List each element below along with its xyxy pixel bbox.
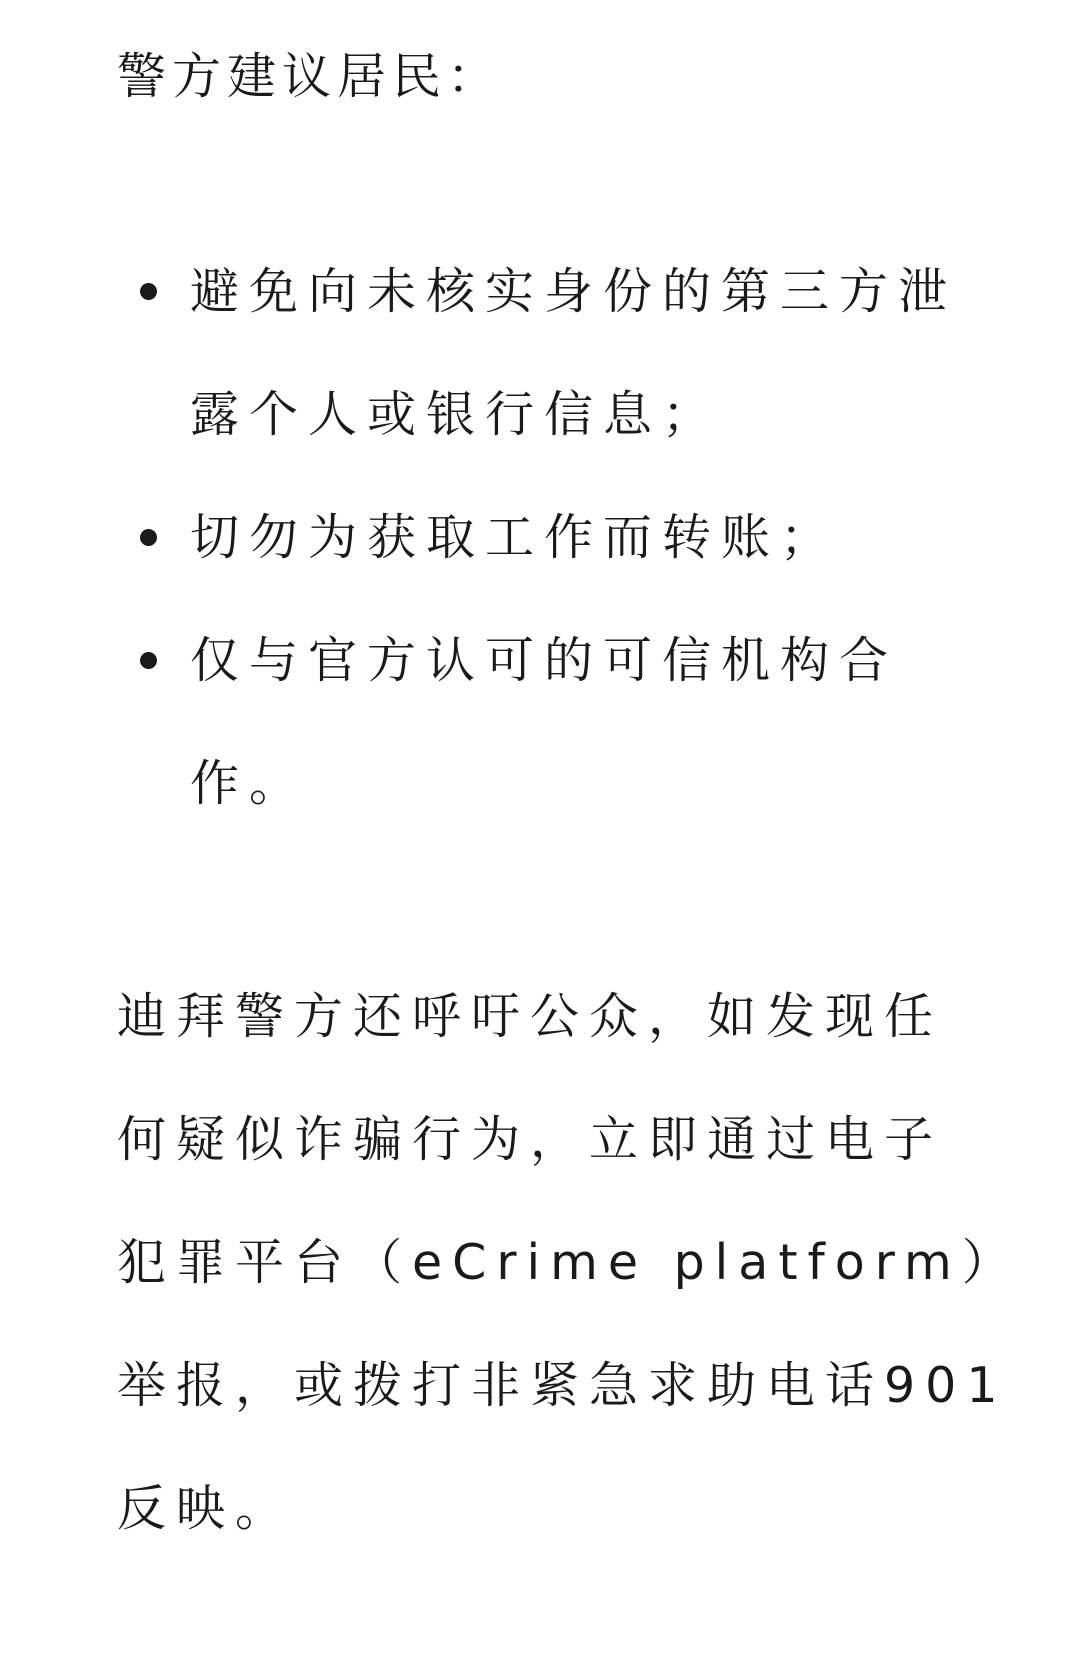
intro-paragraph: 警方建议居民： <box>117 48 503 105</box>
list-item-text-line: 仅与官方认可的可信机构合 <box>190 632 899 689</box>
bullet-icon <box>140 652 157 669</box>
list-item <box>0 599 970 845</box>
appeal-paragraph <box>117 955 1021 1570</box>
appeal-text-line: 何疑似诈骗行为，立即通过电子 <box>117 1111 944 1168</box>
list-item-text-line: 作。 <box>190 755 309 812</box>
list-item-text-line: 露个人或银行信息； <box>190 386 722 443</box>
appeal-text-line: 举报，或拨打非紧急求助电话901 <box>117 1357 1008 1414</box>
appeal-text-line: 迪拜警方还呼吁公众，如发现任 <box>117 988 944 1045</box>
appeal-text-line: 犯罪平台（eCrime platform） <box>117 1234 1021 1291</box>
list-item <box>0 230 970 476</box>
bullet-icon <box>140 283 157 300</box>
bullet-icon <box>140 529 157 546</box>
list-item-text-line: 避免向未核实身份的第三方泄 <box>190 263 958 320</box>
advice-list <box>0 230 1080 845</box>
list-item-text-line: 切勿为获取工作而转账； <box>190 509 840 566</box>
appeal-text-line: 反映。 <box>117 1480 295 1537</box>
list-item <box>0 476 970 599</box>
